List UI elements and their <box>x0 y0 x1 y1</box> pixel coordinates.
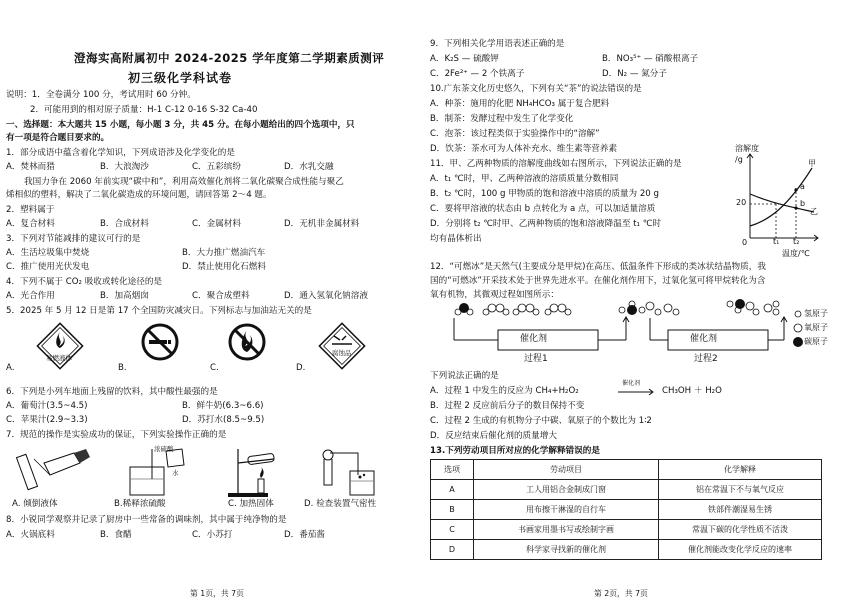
note-line: 说明：1．全卷满分 100 分，考试用时 60 分钟。 <box>6 90 196 100</box>
flammable-liquid-sign-icon <box>36 322 84 370</box>
option: D．N₂ — 氮分子 <box>602 69 667 79</box>
option: C．泡茶：该过程类似于实验操作中的“溶解” <box>430 129 600 139</box>
table-row <box>431 480 822 500</box>
heating-solid-illustration <box>224 445 288 499</box>
option: C．2Fe²⁺ — 2 个铁离子 <box>430 69 525 79</box>
option: D．番茄酱 <box>284 530 325 540</box>
option: D．苏打水(8.5~9.5) <box>182 415 265 425</box>
option: C．推广使用光伏发电 <box>6 262 90 272</box>
process-label: 过程2 <box>694 354 718 364</box>
option: A．过程 1 中发生的反应为 CH₄+H₂O₂ <box>430 386 579 396</box>
question-stem: 6．下列是小列车地面上残留的饮料，其中酸性最强的是 <box>6 387 218 397</box>
no-smoking-sign-icon <box>140 322 180 362</box>
corrosive-sign-icon <box>318 322 366 370</box>
question-stem: 4．下列不属于 CO₂ 吸收或转化途径的是 <box>6 277 163 287</box>
table-header-cell: 化学解释 <box>659 460 822 480</box>
option: D．无机非金属材料 <box>284 219 360 229</box>
q13-table <box>430 459 822 560</box>
table-cell: D <box>431 540 474 560</box>
label-water: 水 <box>172 469 179 477</box>
option: B．加高烟囱 <box>100 291 149 301</box>
option: B．鲜牛奶(6.3~6.6) <box>182 401 264 411</box>
option: A．K₂S — 硫酸钾 <box>430 54 499 64</box>
table-cell: C <box>431 520 474 540</box>
option: B. <box>118 363 127 373</box>
point-label-a: a <box>800 182 805 191</box>
option: A．生活垃圾集中焚烧 <box>6 248 90 258</box>
option: D．饮茶：茶水可为人体补充水、维生素等营养素 <box>430 144 618 154</box>
sign-label: 易燃液体 <box>46 354 72 362</box>
graph-origin: 0 <box>742 238 748 247</box>
note-line: 2．可能用到的相对原子质量：H-1 C-12 0-16 S-32 Ca-40 <box>30 105 258 115</box>
option: A．t₁ ℃时，甲、乙两种溶液的溶质质量分数相同 <box>430 174 619 184</box>
series-label-jia: 甲 <box>808 159 816 168</box>
question-prompt: 下列说法正确的是 <box>430 371 499 381</box>
process-label: 过程1 <box>524 354 548 364</box>
option: C．过程 2 生成的有机物分子中碳、氧原子的个数比为 1∶2 <box>430 416 652 426</box>
question-stem: 5．2025 年 5 月 12 日是第 17 个全国防灾减灾日。下列标志与加油站无关的是 <box>6 306 312 316</box>
passage-line: 烯相似的塑料，解决了二氧化碳造成的环境问题，请回答第 2～4 题。 <box>6 190 272 200</box>
option: B．合成材料 <box>100 219 149 229</box>
option: D. <box>296 363 306 373</box>
option: B．过程 2 反应前后分子的数目保持不变 <box>430 401 585 411</box>
option: A．火锅底料 <box>6 530 55 540</box>
graph-xtick: t₂ <box>793 237 800 246</box>
table-row <box>431 520 822 540</box>
question-stem: 1．部分成语中蕴含着化学知识，下列成语涉及化学变化的是 <box>6 148 235 158</box>
catalytic-process-diagram <box>450 298 830 370</box>
question-stem: 13.下列劳动项目所对应的化学解释错误的是 <box>430 446 600 456</box>
section-heading: 一、选择题：本大题共 15 小题，每小题 3 分，共 45 分。在每小题给出的四个选项中，只 <box>6 120 355 130</box>
equation-condition: 催化剂 <box>622 380 641 387</box>
series-label-yi: 乙 <box>810 207 818 216</box>
table-header-row <box>431 460 822 480</box>
option: D. 检查装置气密性 <box>304 499 377 509</box>
option: A．焚林而猎 <box>6 162 55 172</box>
section-heading: 有一项是符合题目要求的。 <box>6 133 110 143</box>
option: A. 倾倒液体 <box>12 499 58 509</box>
right-page <box>430 0 860 608</box>
point-label-b: b <box>800 199 806 208</box>
equation-products: CH₃OH ＋ H₂O <box>662 386 722 396</box>
question-stem: 11．甲、乙两种物质的溶解度曲线如右图所示，下列说法正确的是 <box>430 159 682 169</box>
table-header-cell: 劳动项目 <box>474 460 659 480</box>
option: C. 加热固体 <box>228 499 274 509</box>
option: C．五彩缤纷 <box>192 162 241 172</box>
question-stem: 10.广东茶文化历史悠久，下列有关“茶”的说法错误的是 <box>430 84 642 94</box>
catalyst-label: 催化剂 <box>520 334 548 344</box>
question-stem: 9．下列相关化学用语表述正确的是 <box>430 39 565 49</box>
table-cell: 铝在常温下不与氧气反应 <box>659 480 822 500</box>
question-stem: 8．小锐同学观察并记录了厨房中一些常备的调味剂，其中属于纯净物的是 <box>6 515 287 525</box>
table-cell: B <box>431 500 474 520</box>
option: D．禁止使用化石燃料 <box>182 262 266 272</box>
table-cell: 常温下碳的化学性质不活泼 <box>659 520 822 540</box>
legend-hydrogen: 氢原子 <box>804 309 828 318</box>
question-stem: 12．“可燃冰”是天然气(主要成分是甲烷)在高压、低温条件下形成的类冰状结晶物质，我 <box>430 262 766 272</box>
pouring-liquid-illustration <box>14 445 94 497</box>
legend-oxygen: 氧原子 <box>804 323 828 332</box>
exam-title: 澄海实高附属初中 2024-2025 学年度第二学期素质测评 <box>74 51 385 65</box>
option: D．反应结束后催化剂的质量增大 <box>430 431 557 441</box>
option: A. <box>6 363 15 373</box>
table-cell: 书画家用墨书写或绘制字画 <box>474 520 659 540</box>
option-continuation: 均有晶体析出 <box>430 234 482 244</box>
table-cell: 铁部件潮湿易生锈 <box>659 500 822 520</box>
reaction-arrow <box>616 388 656 396</box>
graph-ytick: 20 <box>736 198 747 207</box>
table-row <box>431 500 822 520</box>
question-stem: 2．塑料属于 <box>6 205 55 215</box>
catalyst-label: 催化剂 <box>690 334 718 344</box>
page-footer: 第 1页，共 7页 <box>190 589 244 598</box>
option: B．制茶：发酵过程中发生了化学变化 <box>430 114 574 124</box>
airtightness-check-illustration <box>318 445 388 499</box>
option: D．分别将 t₂ ℃时甲、乙两种物质的饱和溶液降温至 t₁ ℃时 <box>430 219 661 229</box>
option: C．金属材料 <box>192 219 241 229</box>
option: D．水乳交融 <box>284 162 334 172</box>
exam-subtitle: 初三级化学科试卷 <box>128 71 233 85</box>
table-cell: 工人用铝合金制成门窗 <box>474 480 659 500</box>
option: C. <box>210 363 219 373</box>
no-fire-sign-icon <box>227 322 267 362</box>
option: A．复合材料 <box>6 219 55 229</box>
option: A．葡萄汁(3.5~4.5) <box>6 401 88 411</box>
option: C．小苏打 <box>192 530 233 540</box>
page-footer: 第 2页，共 7页 <box>594 589 648 598</box>
question-stem: 国的“可燃冰”开采技术处于世界先进水平。在催化剂作用下，过氧化氢可将甲烷转化为含 <box>430 276 766 286</box>
graph-ylabel: 溶解度 <box>735 144 759 153</box>
table-cell: 催化剂能改变化学反应的速率 <box>659 540 822 560</box>
legend-carbon: 碳原子 <box>804 337 828 346</box>
table-cell: A <box>431 480 474 500</box>
option: B.稀释浓硫酸 <box>114 499 166 509</box>
table-cell: 用布擦干淋湿的自行车 <box>474 500 659 520</box>
question-stem: 7．规范的操作是实验成功的保证，下列实验操作正确的是 <box>6 430 227 440</box>
option: C．要将甲溶液的状态由 b 点转化为 a 点，可以加适量溶质 <box>430 204 656 214</box>
option: A．光合作用 <box>6 291 55 301</box>
graph-ylabel-unit: /g <box>735 155 743 164</box>
option: B．t₂ ℃时，100 g 甲物质的饱和溶液中溶质的质量为 20 g <box>430 189 659 199</box>
table-row <box>431 540 822 560</box>
table-header-cell: 选项 <box>431 460 474 480</box>
option: D．通入氢氧化钠溶液 <box>284 291 368 301</box>
option: B．食醋 <box>100 530 132 540</box>
label-concentrated-acid: 浓硫酸 <box>154 445 174 453</box>
option: B．大浪淘沙 <box>100 162 149 172</box>
graph-xlabel: 温度/℃ <box>782 249 810 258</box>
graph-xtick: t₁ <box>773 237 780 246</box>
sign-label: 腐蚀品 <box>332 349 352 357</box>
option: A．种茶：施用的化肥 NH₄HCO₃ 属于复合肥料 <box>430 99 610 109</box>
table-cell: 科学家寻找新的催化剂 <box>474 540 659 560</box>
option: B．大力推广燃油汽车 <box>182 248 266 258</box>
option: C．聚合成塑料 <box>192 291 250 301</box>
passage-line: 我国力争在 2060 年前实现“碳中和”，利用高效催化剂将二氧化碳聚合成性能与聚乙 <box>24 177 344 187</box>
option: B．NO₃⁵⁺ — 硝酸根离子 <box>602 54 699 64</box>
option: C．苹果汁(2.9~3.3) <box>6 415 88 425</box>
question-stem: 氧有机物，其微观过程如图所示： <box>430 290 559 300</box>
question-stem: 3．下列对节能减排的建议可行的是 <box>6 234 141 244</box>
